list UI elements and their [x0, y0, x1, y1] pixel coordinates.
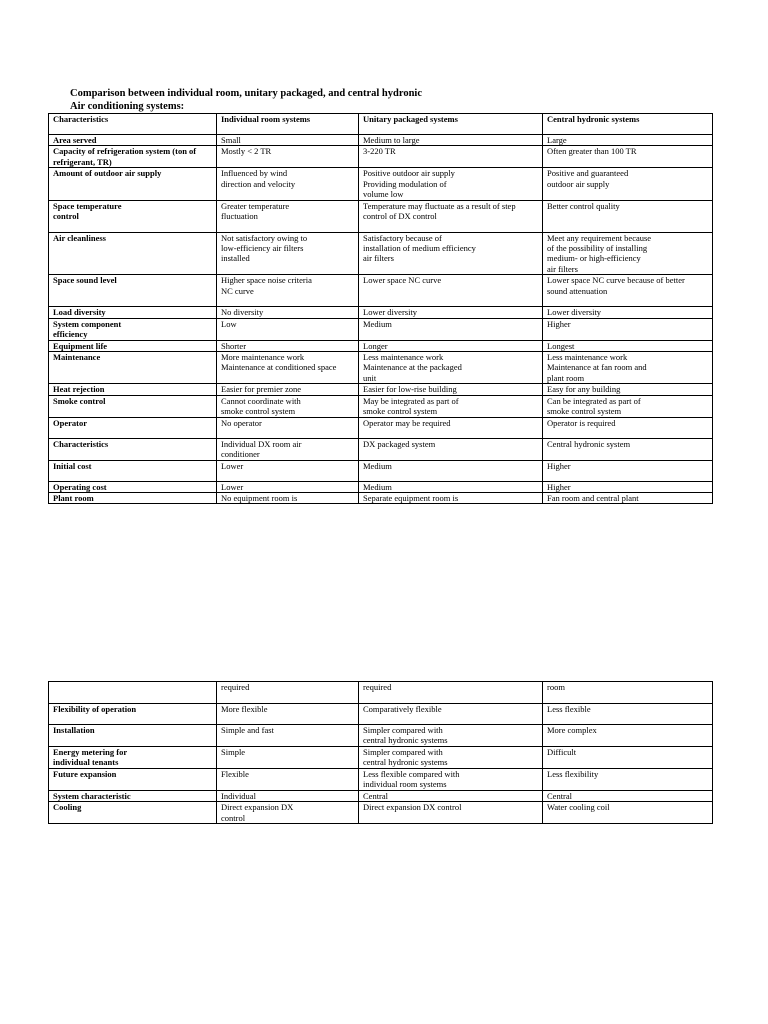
table2-cell: Simple and fast: [217, 725, 359, 747]
table2-cell: Simpler compared with central hydronic systems: [359, 725, 543, 747]
title-line-1: Comparison between individual room, unitary packaged, and central hydronic: [70, 88, 422, 99]
table1-cell: Easy for any building: [543, 384, 713, 395]
table1-cell: Cannot coordinate with smoke control system: [217, 395, 359, 417]
table1-row: [49, 492, 713, 503]
title-line-2: Air conditioning systems:: [70, 101, 185, 112]
table1-row: [49, 200, 713, 232]
table1-cell: 3-220 TR: [359, 146, 543, 168]
table2-cell: More flexible: [217, 704, 359, 725]
table1-cell: Positive and guaranteed outdoor air supply: [543, 168, 713, 200]
table1-cell: Lower diversity: [359, 307, 543, 318]
table1-cell: Greater temperature fluctuation: [217, 200, 359, 232]
table1-cell: Amount of outdoor air supply: [49, 168, 217, 200]
table1-cell: Central hydronic system: [543, 438, 713, 460]
table1-row: [49, 417, 713, 438]
table1-cell: Separate equipment room is: [359, 492, 543, 503]
table2-row: [49, 747, 713, 769]
table1-cell: Area served: [49, 135, 217, 146]
table2-row: [49, 682, 713, 704]
table1-cell: Mostly < 2 TR: [217, 146, 359, 168]
table1-cell: Positive outdoor air supply Providing modulation of volume low: [359, 168, 543, 200]
table1-row: [49, 307, 713, 318]
table1-cell: Central hydronic systems: [543, 114, 713, 135]
table1-cell: Less maintenance work Maintenance at the packaged unit: [359, 352, 543, 384]
table2-cell: Central: [359, 791, 543, 802]
table1-row: [49, 481, 713, 492]
table2-cell: required: [217, 682, 359, 704]
table1-cell: Medium to large: [359, 135, 543, 146]
table2-cell: System characteristic: [49, 791, 217, 802]
table1-cell: Load diversity: [49, 307, 217, 318]
table1-cell: Higher: [543, 460, 713, 481]
table2-row: [49, 802, 713, 824]
table2-cell: Water cooling coil: [543, 802, 713, 824]
table1-cell: Lower diversity: [543, 307, 713, 318]
table1-cell: Initial cost: [49, 460, 217, 481]
table1-row: [49, 146, 713, 168]
table1-cell: Lower: [217, 460, 359, 481]
table1-cell: Lower space NC curve: [359, 275, 543, 307]
table1-row: [49, 460, 713, 481]
table1-cell: Capacity of refrigeration system (ton of refrigerant, TR): [49, 146, 217, 168]
table1-cell: No operator: [217, 417, 359, 438]
table2-cell: Simpler compared with central hydronic systems: [359, 747, 543, 769]
table2-cell: Energy metering for individual tenants: [49, 747, 217, 769]
table1-cell: Operator is required: [543, 417, 713, 438]
table1-cell: More maintenance work Maintenance at conditioned space: [217, 352, 359, 384]
table1-cell: Fan room and central plant: [543, 492, 713, 503]
table1-row: [49, 438, 713, 460]
document-title: [70, 87, 422, 113]
table1-cell: Medium: [359, 460, 543, 481]
table2-row: [49, 769, 713, 791]
table2-cell: [49, 682, 217, 704]
table1-cell: Space temperature control: [49, 200, 217, 232]
table1-cell: Longest: [543, 340, 713, 351]
table1-cell: Can be integrated as part of smoke control system: [543, 395, 713, 417]
table1-cell: Maintenance: [49, 352, 217, 384]
table1-cell: Often greater than 100 TR: [543, 146, 713, 168]
table1-row: [49, 275, 713, 307]
table1-cell: System component efficiency: [49, 318, 217, 340]
table1-cell: Operating cost: [49, 481, 217, 492]
table2-cell: Comparatively flexible: [359, 704, 543, 725]
table2-cell: Flexibility of operation: [49, 704, 217, 725]
table1-cell: No equipment room is: [217, 492, 359, 503]
table1-cell: Small: [217, 135, 359, 146]
table1-cell: Higher: [543, 481, 713, 492]
table1-cell: Influenced by wind direction and velocity: [217, 168, 359, 200]
table1-cell: Large: [543, 135, 713, 146]
table1-cell: DX packaged system: [359, 438, 543, 460]
table2-cell: Future expansion: [49, 769, 217, 791]
table1-cell: Heat rejection: [49, 384, 217, 395]
table1-cell: Operator may be required: [359, 417, 543, 438]
table1-cell: Lower: [217, 481, 359, 492]
table2-cell: Central: [543, 791, 713, 802]
table1-cell: Higher: [543, 318, 713, 340]
table2-cell: Direct expansion DX control: [217, 802, 359, 824]
table1-cell: Unitary packaged systems: [359, 114, 543, 135]
comparison-table-part-1: [48, 113, 713, 504]
table1-cell: Individual DX room air conditioner: [217, 438, 359, 460]
table1-row: [49, 168, 713, 200]
table1-row: [49, 114, 713, 135]
table1-cell: Higher space noise criteria NC curve: [217, 275, 359, 307]
table2-row: [49, 704, 713, 725]
table1-row: [49, 395, 713, 417]
table1-cell: Space sound level: [49, 275, 217, 307]
table1-cell: Easier for premier zone: [217, 384, 359, 395]
table1-cell: Better control quality: [543, 200, 713, 232]
table1-cell: Lower space NC curve because of better sound attenuation: [543, 275, 713, 307]
table1-row: [49, 384, 713, 395]
table1-cell: Plant room: [49, 492, 217, 503]
table2-cell: Direct expansion DX control: [359, 802, 543, 824]
table1-row: [49, 318, 713, 340]
table2-cell: Flexible: [217, 769, 359, 791]
table2-cell: Less flexible compared with individual room systems: [359, 769, 543, 791]
table2-cell: More complex: [543, 725, 713, 747]
table2-cell: Difficult: [543, 747, 713, 769]
table1-row: [49, 135, 713, 146]
table1-cell: Characteristics: [49, 438, 217, 460]
table1-cell: Meet any requirement because of the possibility of installing medium- or high-efficiency air filters: [543, 232, 713, 275]
table1-cell: Longer: [359, 340, 543, 351]
table2-cell: room: [543, 682, 713, 704]
table2-cell: Installation: [49, 725, 217, 747]
table1-cell: Easier for low-rise building: [359, 384, 543, 395]
table1-cell: Equipment life: [49, 340, 217, 351]
table1-cell: Temperature may fluctuate as a result of step control of DX control: [359, 200, 543, 232]
table1-cell: No diversity: [217, 307, 359, 318]
table2-cell: Less flexibility: [543, 769, 713, 791]
table1-cell: Smoke control: [49, 395, 217, 417]
table2-cell: Less flexible: [543, 704, 713, 725]
table2-cell: Simple: [217, 747, 359, 769]
table1-cell: Less maintenance work Maintenance at fan room and plant room: [543, 352, 713, 384]
table1-cell: Individual room systems: [217, 114, 359, 135]
table1-cell: May be integrated as part of smoke control system: [359, 395, 543, 417]
table1-row: [49, 352, 713, 384]
table2-cell: required: [359, 682, 543, 704]
table1-cell: Shorter: [217, 340, 359, 351]
table2-cell: Individual: [217, 791, 359, 802]
table1-cell: Low: [217, 318, 359, 340]
table1-cell: Air cleanliness: [49, 232, 217, 275]
table1-cell: Operator: [49, 417, 217, 438]
table1-cell: Not satisfactory owing to low-efficiency air filters installed: [217, 232, 359, 275]
table1-cell: Medium: [359, 318, 543, 340]
table2-row: [49, 791, 713, 802]
table1-cell: Satisfactory because of installation of medium efficiency air filters: [359, 232, 543, 275]
table2-row: [49, 725, 713, 747]
table1-row: [49, 340, 713, 351]
table2-cell: Cooling: [49, 802, 217, 824]
comparison-table-part-2: [48, 681, 713, 824]
table1-row: [49, 232, 713, 275]
table1-cell: Characteristics: [49, 114, 217, 135]
table1-cell: Medium: [359, 481, 543, 492]
